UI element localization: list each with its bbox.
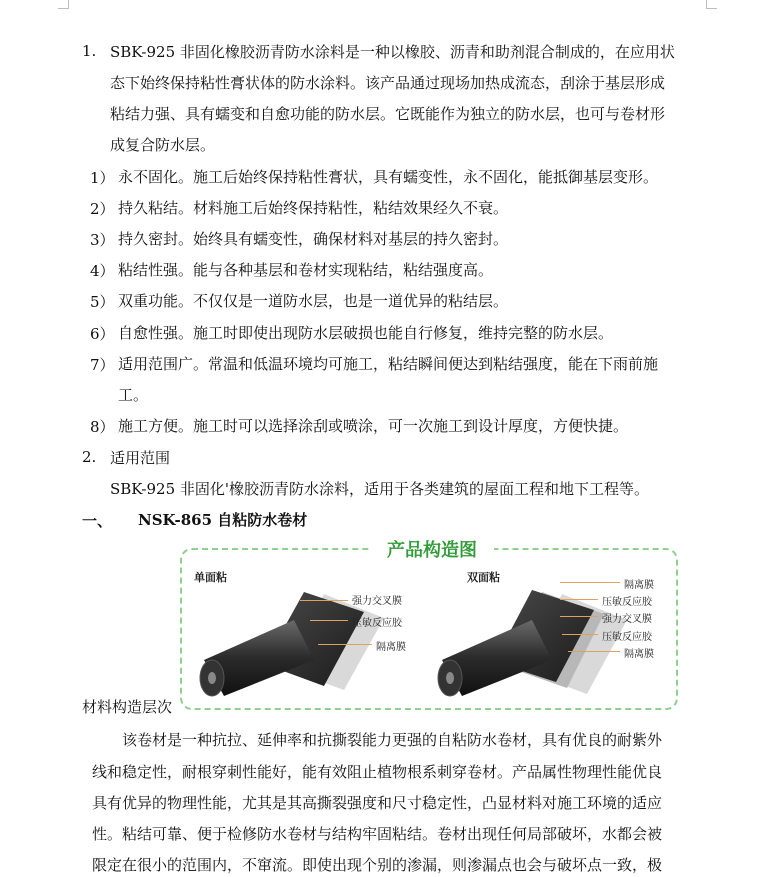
double-side-label: 双面粘: [467, 571, 500, 584]
callout-line: [560, 582, 620, 583]
feature-text: 适用范围广。常温和低温环境均可施工，粘结瞬间便达到粘结强度，能在下雨前施: [118, 355, 659, 373]
layer-label: 强力交叉膜: [352, 596, 402, 607]
feature-number: 3）: [90, 231, 115, 249]
layer-label: 隔离膜: [624, 580, 654, 591]
feature-text: 自愈性强。施工时即使出现防水层破损也能自行修复，维持完整的防水层。: [118, 324, 614, 342]
feature-text: 永不固化。施工后始终保持粘性膏状，具有蠕变性，永不固化，能抵御基层变形。: [118, 168, 659, 186]
callout-line: [310, 620, 348, 621]
callout-line: [568, 651, 620, 652]
layer-label: 强力交叉膜: [602, 614, 652, 625]
figure-caption: 材料构造层次: [82, 698, 173, 716]
feature-text: 持久密封。始终具有蠕变性，确保材料对基层的持久密封。: [118, 230, 509, 248]
paragraph-line: 态下始终保持粘性膏状体的防水涂料。该产品通过现场加热成流态，刮涂于基层形成: [110, 74, 666, 92]
item-title: 适用范围: [110, 449, 171, 467]
feature-number: 2）: [90, 200, 115, 218]
callout-line: [300, 600, 348, 601]
single-side-label: 单面粘: [194, 571, 227, 584]
feature-number: 5）: [90, 293, 115, 311]
section-title: NSK-865 自粘防水卷材: [138, 511, 308, 529]
page-corner-mark-right: [706, 0, 717, 9]
feature-text: 施工方便。施工时可以选择涂刮或喷涂，可一次施工到设计厚度，方便快捷。: [118, 417, 629, 435]
paragraph-line: 粘结力强、具有蠕变和自愈功能的防水层。它既能作为独立的防水层，也可与卷材形: [110, 105, 666, 123]
page-corner-mark-left: [58, 0, 69, 9]
callout-line: [560, 599, 598, 600]
list-number: 1.: [82, 42, 97, 60]
layer-label: 压敏反应胶: [602, 632, 652, 643]
figure-title: 产品构造图: [370, 537, 494, 565]
callout-line: [318, 644, 372, 645]
feature-number: 8）: [90, 418, 115, 436]
list-number: 2.: [82, 448, 97, 466]
paragraph-line: 具有优异的物理性能，尤其是其高撕裂强度和尺寸稳定性，凸显材料对施工环境的适应: [92, 794, 663, 812]
layer-label: 隔离膜: [624, 649, 654, 660]
paragraph-line: 成复合防水层。: [110, 136, 216, 154]
paragraph-line: SBK-925 非固化'橡胶沥青防水涂料，适用于各类建筑的屋面工程和地下工程等。: [110, 480, 650, 498]
feature-text: 持久粘结。材料施工后始终保持粘性，粘结效果经久不衰。: [118, 199, 509, 217]
feature-text: 双重功能。不仅仅是一道防水层，也是一道优异的粘结层。: [118, 292, 509, 310]
paragraph-line: 限定在很小的范围内，不窜流。即使出现个别的渗漏，则渗漏点也会与破坏点一致，极: [92, 856, 663, 874]
feature-text-continued: 工。: [118, 386, 149, 404]
layer-label: 隔离膜: [376, 642, 406, 653]
callout-line: [560, 616, 598, 617]
callout-line: [562, 634, 598, 635]
feature-number: 1）: [90, 169, 115, 187]
feature-number: 7）: [90, 356, 115, 374]
paragraph-line: 线和稳定性，耐根穿刺性能好，能有效阻止植物根系刺穿卷材。产品属性物理性能优良: [92, 763, 663, 781]
layer-label: 压敏反应胶: [602, 597, 652, 608]
section-number: 一、: [82, 512, 113, 530]
feature-number: 4）: [90, 262, 115, 280]
paragraph-line: 性。粘结可靠、便于检修防水卷材与结构牢固粘结。卷材出现任何局部破坏，水都会被: [92, 825, 663, 843]
feature-text: 粘结性强。能与各种基层和卷材实现粘结，粘结强度高。: [118, 261, 494, 279]
feature-number: 6）: [90, 325, 115, 343]
layer-label: 压敏反应胶: [352, 618, 402, 629]
paragraph-line: 该卷材是一种抗拉、延伸率和抗撕裂能力更强的自粘防水卷材，具有优良的耐紫外: [122, 731, 663, 749]
paragraph-line: SBK-925 非固化橡胶沥青防水涂料是一种以橡胶、沥青和助剂混合制成的，在应用状: [110, 43, 675, 61]
